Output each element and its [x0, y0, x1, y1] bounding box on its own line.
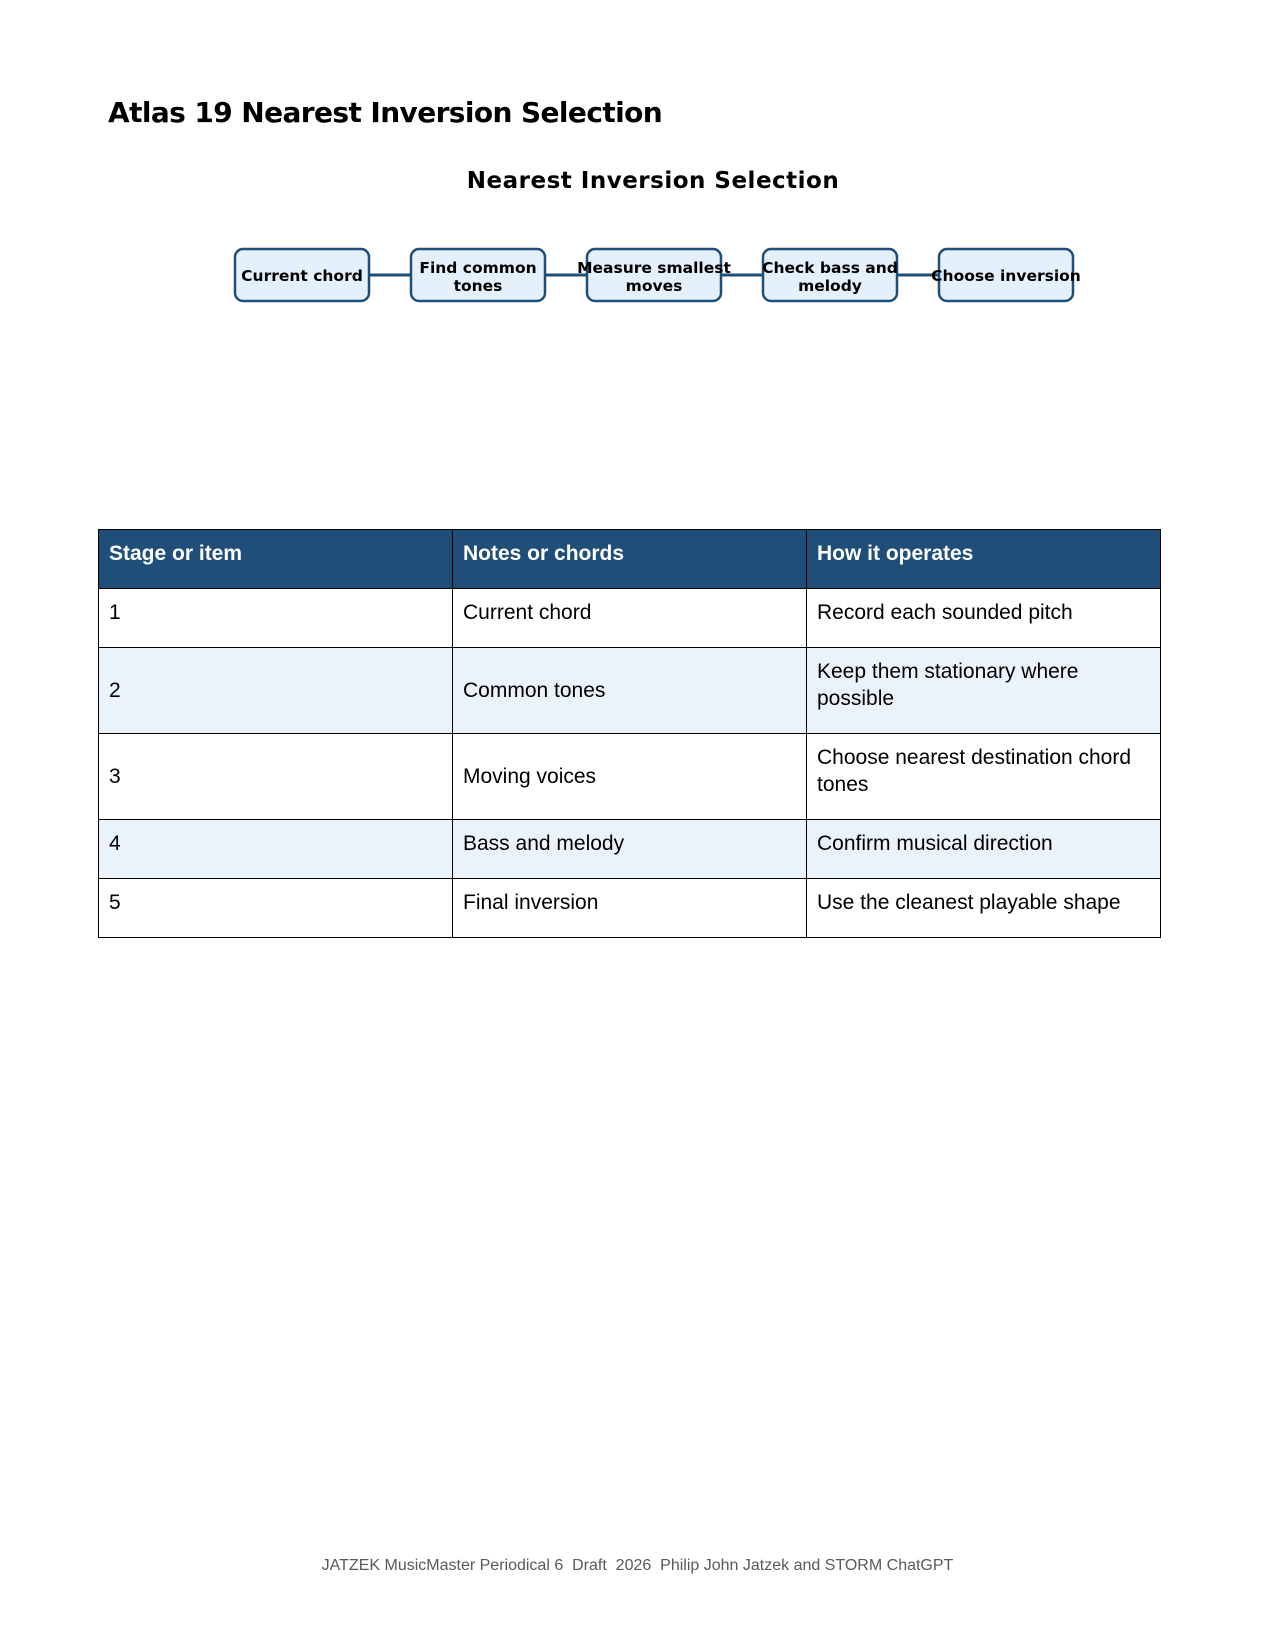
step-node-choose-inversion [931, 249, 1081, 301]
table-cell: Use the cleanest playable shape [807, 879, 1161, 938]
table-row [99, 589, 1161, 648]
table-row [99, 820, 1161, 879]
step-label: Current chord [241, 267, 363, 285]
table-cell: Keep them stationary where possible [807, 648, 1161, 734]
table-cell: Bass and melody [453, 820, 807, 879]
table-row [99, 734, 1161, 820]
table-cell: Current chord [453, 589, 807, 648]
stages-table [98, 529, 1161, 938]
step-label: Check bass and [762, 259, 898, 277]
step-node-check-bass-and-melody [762, 249, 898, 301]
step-label: Measure smallest [577, 259, 731, 277]
table-cell: Common tones [453, 648, 807, 734]
table-row [99, 879, 1161, 938]
column-header: How it operates [807, 530, 1161, 589]
table-cell: 3 [99, 734, 453, 820]
table-cell: 5 [99, 879, 453, 938]
step-label: moves [625, 277, 683, 295]
table-cell: 1 [99, 589, 453, 648]
process-diagram [0, 150, 1275, 330]
step-node-measure-smallest-moves [577, 249, 731, 301]
step-label: melody [798, 277, 862, 295]
table-cell: Record each sounded pitch [807, 589, 1161, 648]
table-cell: Moving voices [453, 734, 807, 820]
table-cell: Choose nearest destination chord tones [807, 734, 1161, 820]
page-footer: JATZEK MusicMaster Periodical 6 Draft 2026 Philip John Jatzek and STORM ChatGPT [321, 1557, 954, 1574]
step-label: Find common [419, 259, 537, 277]
column-header: Notes or chords [453, 530, 807, 589]
step-label: Choose inversion [931, 267, 1081, 285]
step-node-find-common-tones [411, 249, 545, 301]
table-header-row [99, 530, 1161, 589]
table-row [99, 648, 1161, 734]
table-cell: Final inversion [453, 879, 807, 938]
column-header: Stage or item [99, 530, 453, 589]
diagram-title: Nearest Inversion Selection [466, 168, 840, 194]
table-cell: 2 [99, 648, 453, 734]
step-node-current-chord [235, 249, 369, 301]
step-label: tones [453, 277, 503, 295]
table-cell: Confirm musical direction [807, 820, 1161, 879]
table-cell: 4 [99, 820, 453, 879]
page-heading: Atlas 19 Nearest Inversion Selection [108, 96, 663, 129]
